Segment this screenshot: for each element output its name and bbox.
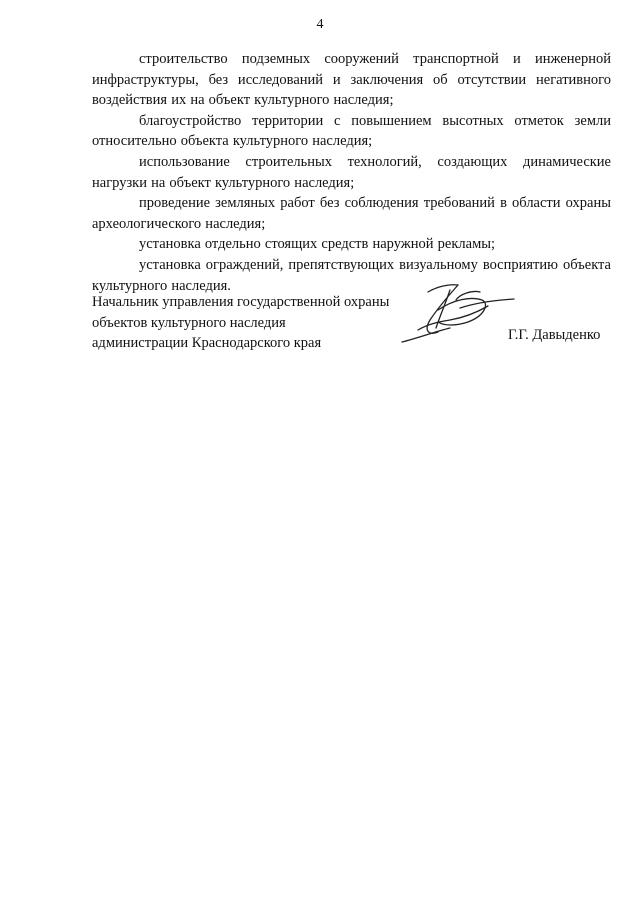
signer-position-line: Начальник управления государственной охраны: [92, 294, 390, 310]
signature-block: [92, 292, 622, 362]
signer-position-line: объектов культурного наследия: [92, 314, 286, 331]
signer-position-line: администрации Краснодарского края: [92, 335, 322, 352]
document-body: [92, 49, 611, 296]
list-item: благоустройство территории с повышением высотных отметок земли относительно объекта культурного наследия;: [92, 112, 611, 150]
list-item: установка отдельно стоящих средств наружной рекламы;: [139, 236, 496, 253]
list-item: проведение земляных работ без соблюдения требований в области охраны археологического наследия;: [92, 195, 611, 232]
list-item: установка ограждений, препятствующих визуальному восприятию объекта культурного наследия.: [92, 256, 611, 294]
list-item: использование строительных технологий, создающих динамические нагрузки на объект культурного наследия;: [92, 153, 611, 191]
signer-position: [92, 292, 412, 354]
page-number: 4: [316, 17, 324, 32]
list-item: строительство подземных сооружений транспортной и инженерной инфраструктуры, без исследований и заключения об отсутствии негативного воздействия их на объект культурного наследия;: [92, 51, 611, 109]
signer-name: Г.Г. Давыденко: [508, 327, 601, 343]
handwritten-signature: [398, 280, 516, 346]
